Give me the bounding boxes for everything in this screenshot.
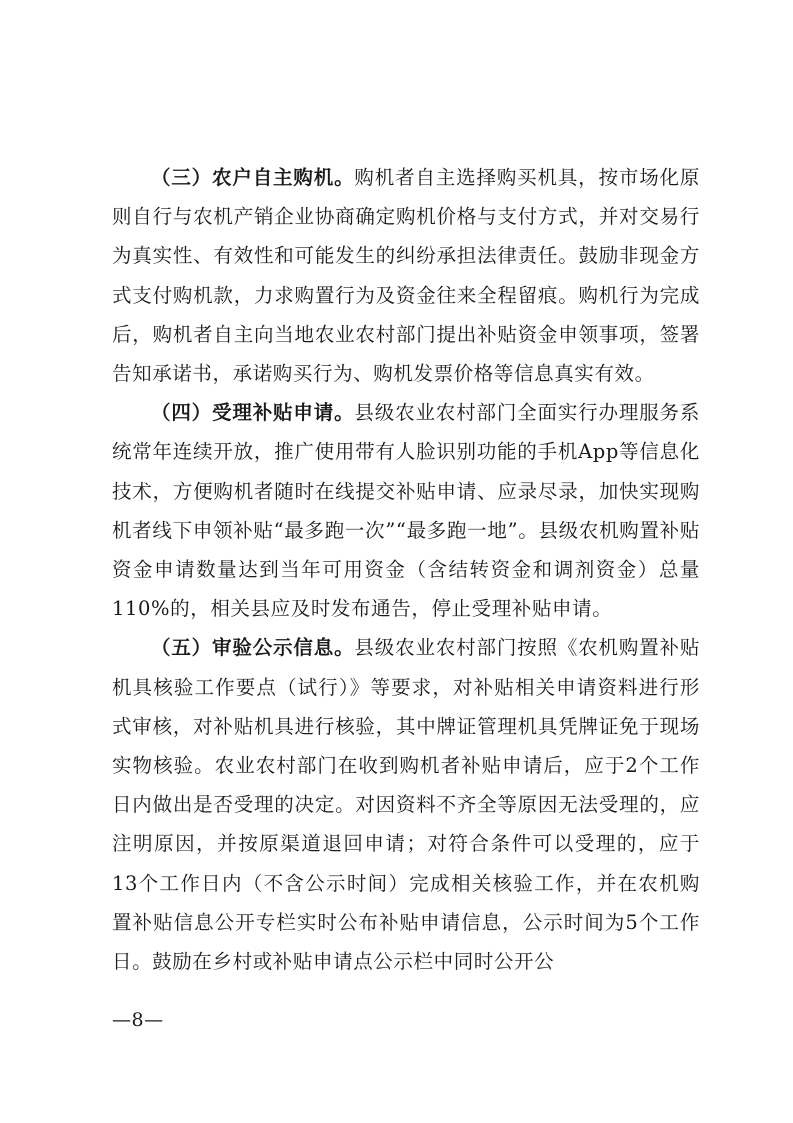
paragraph-heading: （三）农户自主购机。 — [151, 166, 355, 189]
paragraph-text: 县级农业农村部门按照《农机购置补贴机具核验工作要点（试行）》等要求，对补贴相关申请资料进行形式审核，对补贴机具进行核验，其中牌证管理机具凭牌证免于现场实物核验。农业农村部门在收到购机者补贴申请后，应于2个工作日内做出是否受理的决定。对因资料不齐全等原因无法受理的，应注明原因，并按原渠道退回申请；对符合条件可以受理的，应于13个工作日内（不含公示时间）完成相关核验工作，并在农机购置补贴信息公开专栏实时公布补贴申请信息，公示时间为5个工作日。鼓励在乡村或补贴申请点公示栏中同时公开公 — [112, 636, 700, 974]
page-number: —8— — [112, 1009, 164, 1031]
paragraph-text: 县级农业农村部门全面实行办理服务系统常年连续开放，推广使用带有人脸识别功能的手机App等信息化技术，方便购机者随时在线提交补贴申请、应录尽录，加快实现购机者线下申领补贴“最多跑一次”“最多跑一地”。县级农机购置补贴资金申请数量达到当年可用资金（含结转资金和调剂资金）总量110%的，相关县应及时发布通告，停止受理补贴申请。 — [112, 401, 700, 621]
paragraph-review-publicity — [112, 628, 700, 981]
document-body — [112, 158, 700, 981]
paragraph-accept-application — [112, 393, 700, 628]
paragraph-heading: （四）受理补贴申请。 — [151, 401, 355, 425]
paragraph-farmer-purchase — [112, 158, 700, 393]
paragraph-text: 购机者自主选择购买机具，按市场化原则自行与农机产销企业协商确定购机价格与支付方式，并对交易行为真实性、有效性和可能发生的纠纷承担法律责任。鼓励非现金方式支付购机款，力求购置行为及资金往来全程留痕。购机行为完成后，购机者自主向当地农业农村部门提出补贴资金申领事项，签署告知承诺书，承诺购买行为、购机发票价格等信息真实有效。 — [112, 166, 700, 386]
paragraph-heading: （五）审验公示信息。 — [151, 636, 355, 660]
